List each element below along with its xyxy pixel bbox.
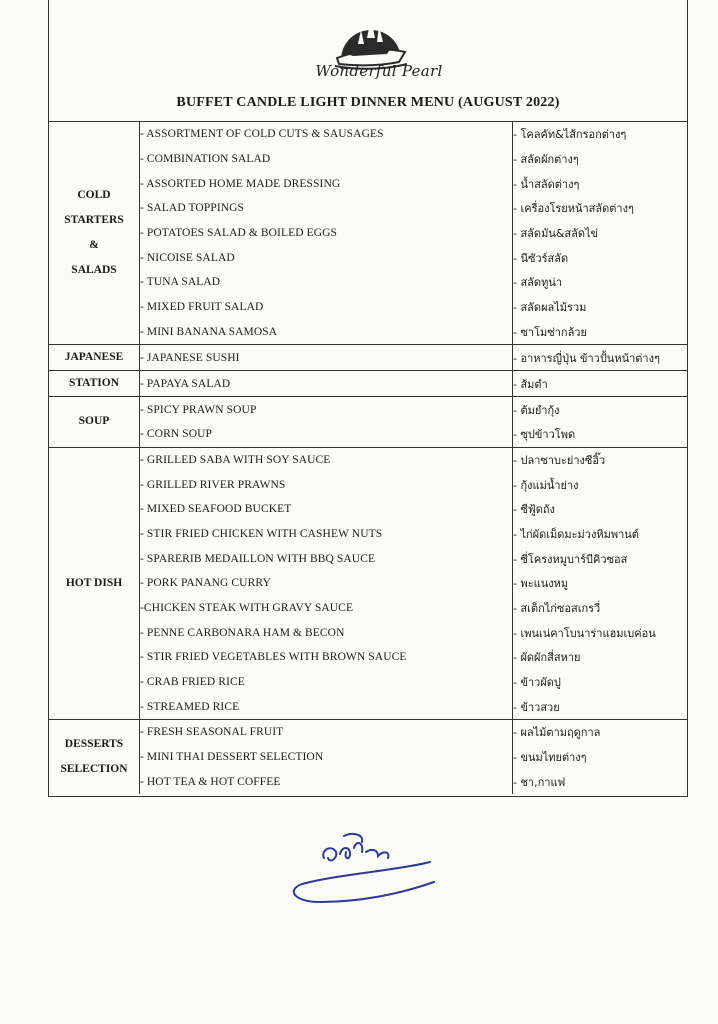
menu-row <box>49 245 687 270</box>
menu-row <box>49 472 687 497</box>
dish-name-en: - STIR FRIED VEGETABLES WITH BROWN SAUCE <box>140 645 513 670</box>
dish-name-th: - ซุปข้าวโพด <box>513 428 576 442</box>
menu-row <box>49 196 687 221</box>
dish-name-th: - ข้าวผัดปู <box>513 676 561 690</box>
menu-header <box>49 0 687 122</box>
dish-name-en: - MINI THAI DESSERT SELECTION <box>140 745 513 770</box>
menu-row <box>49 345 687 371</box>
dish-name-en: - CRAB FRIED RICE <box>140 670 513 695</box>
dish-name-en: - SALAD TOPPINGS <box>140 196 513 221</box>
menu-row <box>49 171 687 196</box>
dish-name-en: - MIXED SEAFOOD BUCKET <box>140 497 513 522</box>
category-label: HOT DISH <box>65 576 123 589</box>
handwritten-signature <box>280 818 440 918</box>
category-cell <box>49 720 140 795</box>
dish-name-th: - ผัดผักสี่สหาย <box>513 651 581 665</box>
dish-name-th: - โคลคัท&ไส้กรอกต่างๆ <box>513 128 627 142</box>
menu-row <box>49 422 687 447</box>
dish-name-th: - ขนมไทยต่างๆ <box>513 751 587 765</box>
menu-document <box>48 0 688 797</box>
menu-row <box>49 295 687 320</box>
menu-row <box>49 546 687 571</box>
dish-name-th: - ซีฟู้ดถัง <box>513 503 555 517</box>
dish-name-th: - สลัดทูน่า <box>513 276 563 290</box>
dish-name-en: - FRESH SEASONAL FRUIT <box>140 720 513 745</box>
category-cell <box>49 345 140 371</box>
dish-name-th: - ซาโมซ่ากล้วย <box>513 325 587 339</box>
menu-row <box>49 397 687 422</box>
dish-name-en: - POTATOES SALAD & BOILED EGGS <box>140 221 513 246</box>
dish-name-th: - เครื่องโรยหน้าสลัดต่างๆ <box>513 202 634 216</box>
dish-name-en: - CORN SOUP <box>140 422 513 447</box>
category-label: SOUP <box>78 415 110 428</box>
dish-name-th: - ผลไม้ตามฤดูกาล <box>513 720 688 745</box>
dish-name-th: - ส้มตำ <box>513 371 688 397</box>
menu-row <box>49 221 687 246</box>
category-cell <box>49 447 140 720</box>
dish-name-th: - ต้มยำกุ้ง <box>513 397 688 422</box>
menu-row <box>49 745 687 770</box>
dish-name-en: - MIXED FRUIT SALAD <box>140 295 513 320</box>
dish-name-th: - สลัดมัน&สลัดไข่ <box>513 227 599 241</box>
dish-name-en: - GRILLED SABA WITH SOY SAUCE <box>140 447 513 472</box>
dish-name-en: - HOT TEA & HOT COFFEE <box>140 770 513 795</box>
dish-name-en: - JAPANESE SUSHI <box>140 345 513 371</box>
menu-row <box>49 147 687 172</box>
menu-row <box>49 596 687 621</box>
category-cell <box>49 371 140 397</box>
dish-name-th: - น้ำสลัดต่างๆ <box>513 177 580 191</box>
menu-row <box>49 320 687 345</box>
dish-name-th: - สเต็กไก่ซอสเกรวี่ <box>513 602 601 616</box>
category-label: DESSERTS <box>64 738 124 751</box>
dish-name-th: - ซี่โครงหมูบาร์บีคิวซอส <box>513 552 628 566</box>
menu-row <box>49 645 687 670</box>
dish-name-th: - พะแนงหมู <box>513 577 569 591</box>
dish-name-th: - ไก่ผัดเม็ดมะม่วงหิมพานต์ <box>513 527 639 541</box>
category-label: SELECTION <box>60 763 128 776</box>
dish-name-en: - SPICY PRAWN SOUP <box>140 397 513 422</box>
menu-row <box>49 720 687 745</box>
menu-row <box>49 522 687 547</box>
menu-row <box>49 371 687 397</box>
category-label: & <box>89 239 99 252</box>
dish-name-th: - ข้าวสวย <box>513 700 560 714</box>
dish-name-en: - STIR FRIED CHICKEN WITH CASHEW NUTS <box>140 522 513 547</box>
dish-name-en: - PAPAYA SALAD <box>140 371 513 397</box>
dish-name-th: - ปลาซาบะย่างซีอิ๊ว <box>513 447 688 472</box>
dish-name-en: - ASSORTMENT OF COLD CUTS & SAUSAGES <box>140 122 513 147</box>
menu-row <box>49 270 687 295</box>
dish-name-en: - COMBINATION SALAD <box>140 147 513 172</box>
menu-row <box>49 571 687 596</box>
dish-name-en: - MINI BANANA SAMOSA <box>140 320 513 345</box>
dish-name-th: - เพนเน่คาโบนาร่าแฮมเบค่อน <box>513 626 656 640</box>
dish-name-en: - ASSORTED HOME MADE DRESSING <box>140 171 513 196</box>
menu-row <box>49 670 687 695</box>
menu-row <box>49 447 687 472</box>
menu-row <box>49 694 687 719</box>
dish-name-th: - กุ้งแม่น้ำย่าง <box>513 478 579 492</box>
dish-name-en: -CHICKEN STEAK WITH GRAVY SAUCE <box>140 596 513 621</box>
dish-name-th: - สลัดผลไม้รวม <box>513 301 587 315</box>
dish-name-en: - TUNA SALAD <box>140 270 513 295</box>
category-label: JAPANESE <box>64 351 124 364</box>
category-label: COLD <box>77 189 111 202</box>
dish-name-en: - PORK PANANG CURRY <box>140 571 513 596</box>
category-cell <box>49 397 140 447</box>
dish-name-en: - SPARERIB MEDAILLON WITH BBQ SAUCE <box>140 546 513 571</box>
dish-name-en: - NICOISE SALAD <box>140 245 513 270</box>
dish-name-th: - นีซัวร์สลัด <box>513 251 569 265</box>
category-label: STARTERS <box>64 214 124 227</box>
dish-name-th: - ชา,กาแฟ <box>513 775 566 789</box>
menu-table <box>49 122 687 794</box>
page-title: BUFFET CANDLE LIGHT DINNER MENU (AUGUST 2022) <box>176 95 560 110</box>
dish-name-th: - อาหารญี่ปุ่น ข้าวปั้นหน้าต่างๆ <box>513 345 688 371</box>
category-label: SALADS <box>71 264 117 277</box>
category-cell <box>49 122 140 345</box>
menu-row <box>49 770 687 795</box>
menu-row <box>49 620 687 645</box>
dish-name-en: - STREAMED RICE <box>140 694 513 719</box>
dish-name-en: - GRILLED RIVER PRAWNS <box>140 472 513 497</box>
category-label: STATION <box>68 377 120 390</box>
menu-row <box>49 497 687 522</box>
menu-row <box>49 122 687 147</box>
dish-name-en: - PENNE CARBONARA HAM & BECON <box>140 620 513 645</box>
dish-name-th: - สลัดผักต่างๆ <box>513 153 579 167</box>
brand-name: Wonderful Pearl <box>315 62 443 80</box>
